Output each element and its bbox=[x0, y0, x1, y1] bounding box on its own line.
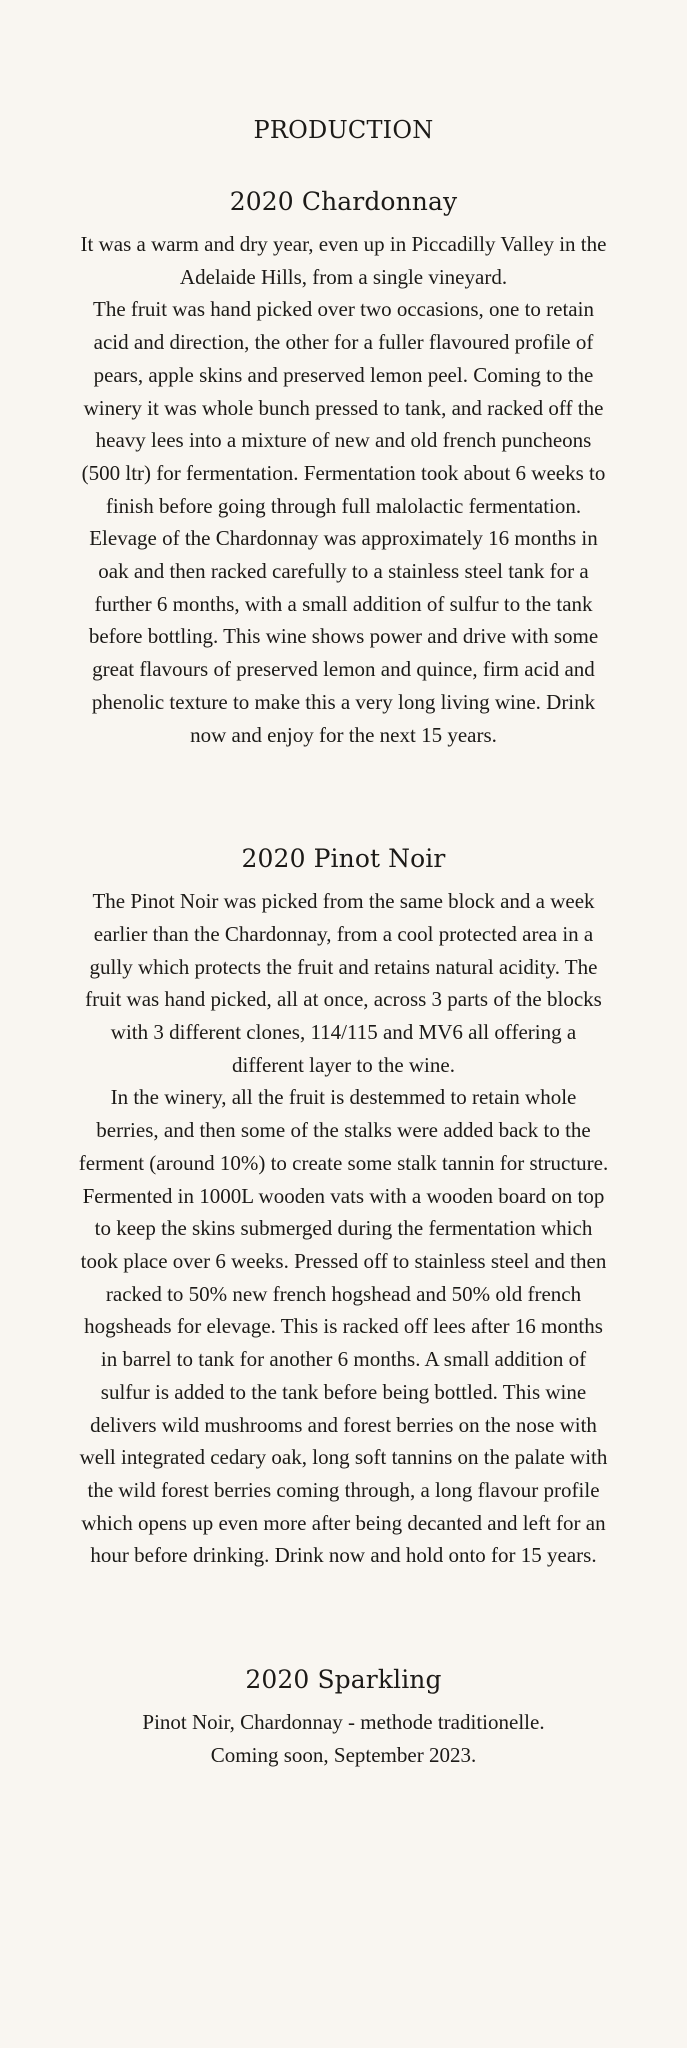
section-heading: 2020 Chardonnay bbox=[229, 187, 458, 216]
section-paragraph: The fruit was hand picked over two occasions, one to retain acid and direction, the other for a fuller flavoured profile of pears, apple skins and preserved lemon peel. Coming to the winery it was whole bunch pressed to tank, and racked off the heavy lees into a mixture of new and old french puncheons (500 ltr) for fermentation. Fermentation took about 6 weeks to finish before going through full malolactic fermentation. Elevage of the Chardonnay was approximately 16 months in oak and then racked carefully to a stainless steel tank for a further 6 months, with a small addition of sulfur to the tank before bottling. This wine shows power and drive with some great flavours of preserved lemon and quince, firm acid and phenolic texture to make this a very long living wine. Drink now and enjoy for the next 15 years. bbox=[81, 297, 606, 747]
section-paragraph: In the winery, all the fruit is destemmed to retain whole berries, and then some of the stalks were added back to the ferment (around 10%) to create some stalk tannin for structure. Fermented in 1000L wooden vats with a wooden board on top to keep the skins submerged during the fermentation which took place over 6 weeks. Pressed off to stainless steel and then racked to 50% new french hogshead and 50% old french hogsheads for elevage. This is racked off lees after 16 months in barrel to tank for another 6 months. A small addition of sulfur is added to the tank before being bottled. This wine delivers wild mushrooms and forest berries on the nose with well integrated cedary oak, long soft tannins on the palate with the wild forest berries coming through, a long flavour profile which opens up even more after being decanted and left for an hour before drinking. Drink now and hold onto for 15 years. bbox=[78, 1085, 609, 1568]
section-paragraph: Pinot Noir, Chardonnay - methode traditionelle. bbox=[142, 1710, 545, 1735]
page-title: PRODUCTION bbox=[253, 116, 434, 144]
section-sparkling bbox=[79, 1662, 609, 1771]
section-spacer bbox=[0, 751, 687, 841]
section-pinot-noir bbox=[79, 841, 609, 1572]
section-spacer bbox=[0, 1572, 687, 1662]
section-heading: 2020 Sparkling bbox=[245, 1665, 442, 1695]
section-paragraph: The Pinot Noir was picked from the same block and a week earlier than the Chardonnay, from a cool protected area in a gully which protects the fruit and retains natural acidity. The fruit was hand picked, all at once, across 3 parts of the blocks with 3 different clones, 114/115 and MV6 all offering a different layer to the wine. bbox=[85, 889, 602, 1077]
section-paragraph: Coming soon, September 2023. bbox=[210, 1742, 477, 1767]
section-paragraph: It was a warm and dry year, even up in Piccadilly Valley in the Adelaide Hills, from a single vineyard. bbox=[80, 232, 607, 289]
section-chardonnay bbox=[79, 184, 609, 751]
section-heading: 2020 Pinot Noir bbox=[241, 844, 446, 874]
